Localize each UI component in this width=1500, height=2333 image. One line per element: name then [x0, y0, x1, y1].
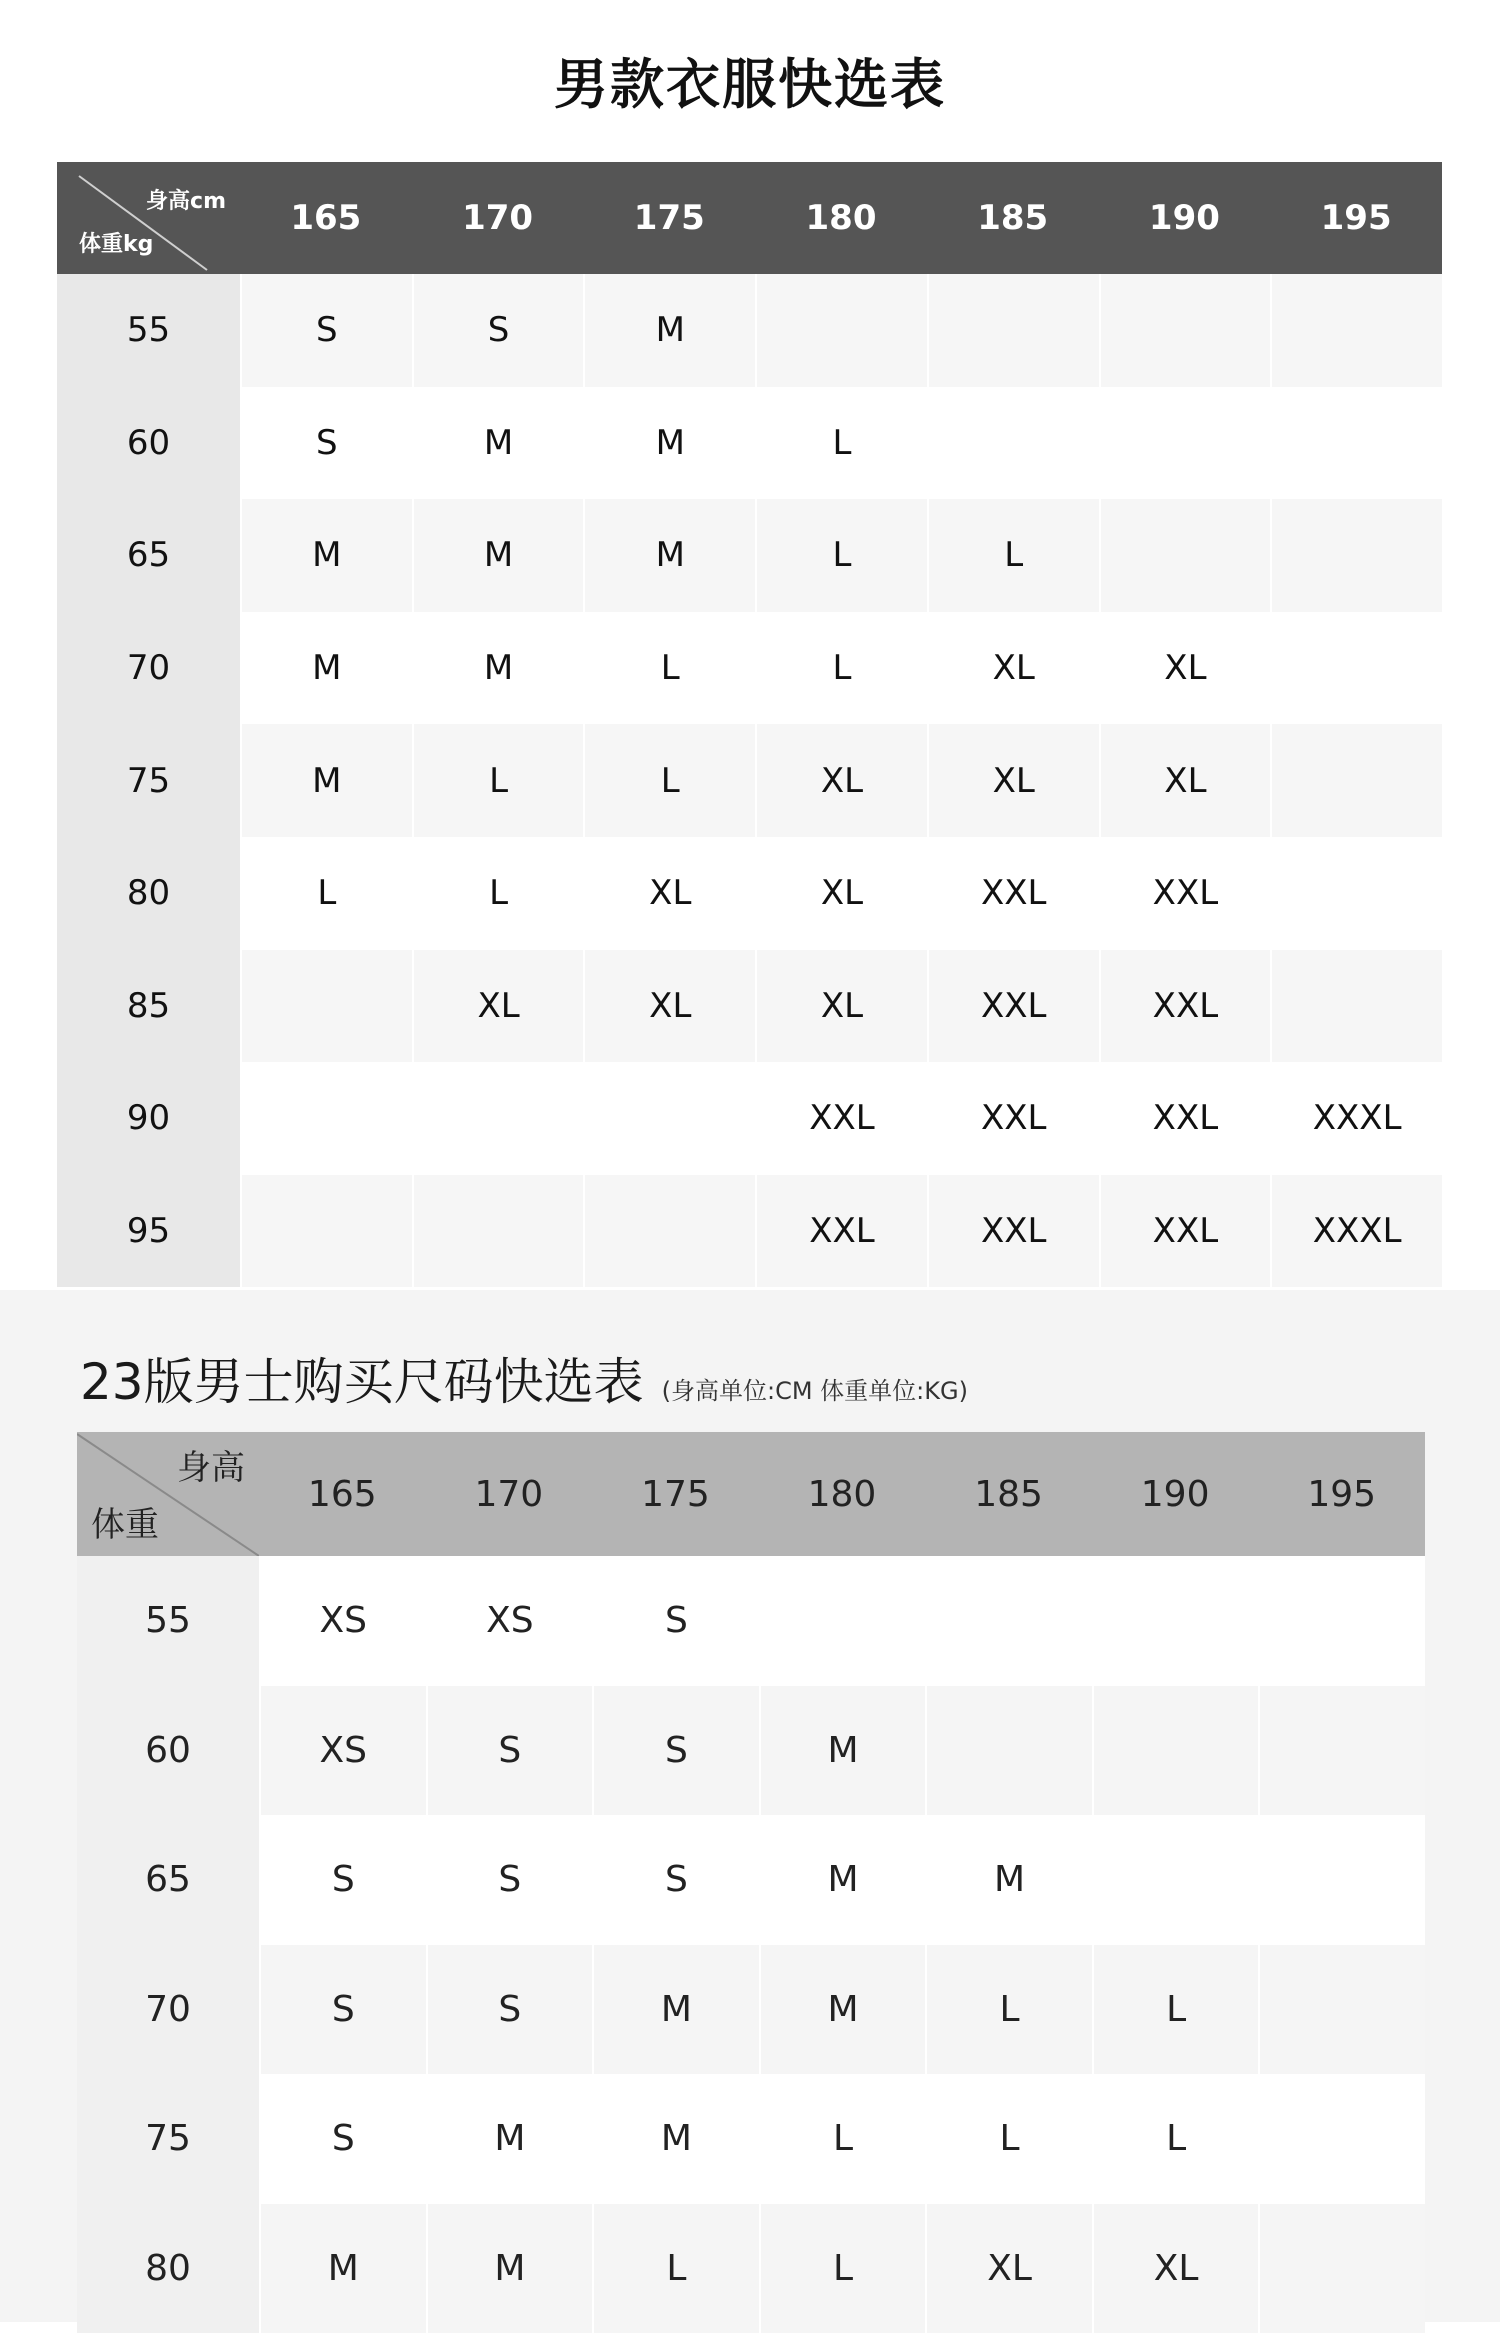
size-cell — [1099, 274, 1271, 387]
size-cell: XL — [755, 837, 927, 950]
size-cell: S — [412, 274, 584, 387]
size-cell: L — [759, 2074, 926, 2204]
size-cell: M — [592, 1945, 759, 2075]
size-cell: M — [412, 387, 584, 500]
size-cell — [925, 1686, 1092, 1816]
size-cell: M — [925, 1815, 1092, 1945]
weight-header: 80 — [57, 837, 240, 950]
size-cell: L — [412, 724, 584, 837]
size-cell: XL — [583, 837, 755, 950]
weight-header: 90 — [57, 1062, 240, 1175]
size-cell: S — [592, 1556, 759, 1686]
size-cell: XXL — [1099, 837, 1271, 950]
size-cell: L — [240, 837, 412, 950]
size-cell — [1258, 1556, 1425, 1686]
section-2-title-main: 23版男士购买尺码快选表 — [80, 1342, 644, 1414]
size-cell — [925, 1556, 1092, 1686]
size-cell: M — [426, 2204, 593, 2333]
size-cell — [1258, 2204, 1425, 2333]
size-cell: XXL — [1099, 1175, 1271, 1288]
size-cell: XS — [259, 1556, 426, 1686]
size-cell: L — [759, 2204, 926, 2333]
size-cell: L — [583, 612, 755, 725]
size-cell — [1270, 274, 1442, 387]
size-cell — [1258, 1686, 1425, 1816]
weight-header: 75 — [57, 724, 240, 837]
size-cell: XS — [259, 1686, 426, 1816]
size-cell: XS — [426, 1556, 593, 1686]
size-cell: XXL — [927, 1175, 1099, 1288]
size-cell: XXL — [927, 950, 1099, 1063]
size-cell: XL — [755, 950, 927, 1063]
size-cell: XL — [927, 612, 1099, 725]
chart-title: 男款衣服快选表 — [0, 40, 1500, 130]
size-cell: M — [240, 612, 412, 725]
size-cell: M — [583, 387, 755, 500]
size-cell: M — [592, 2074, 759, 2204]
size-cell: XL — [1092, 2204, 1259, 2333]
size-cell — [583, 1062, 755, 1175]
size-cell — [755, 274, 927, 387]
size-cell — [1270, 837, 1442, 950]
size-cell: S — [259, 2074, 426, 2204]
size-cell — [1270, 612, 1442, 725]
section-2-units: (身高单位:CM 体重单位:KG) — [662, 1371, 968, 1406]
size-cell — [1270, 950, 1442, 1063]
size-cell: S — [240, 274, 412, 387]
size-cell — [1092, 1686, 1259, 1816]
size-cell: S — [592, 1686, 759, 1816]
size-cell: XL — [1099, 612, 1271, 725]
size-cell: XXL — [927, 837, 1099, 950]
size-cell — [240, 1175, 412, 1288]
size-cell — [1092, 1556, 1259, 1686]
size-cell — [1270, 387, 1442, 500]
weight-header: 55 — [57, 274, 240, 387]
size-cell — [927, 274, 1099, 387]
weight-header: 60 — [77, 1686, 259, 1816]
size-cell: XL — [412, 950, 584, 1063]
size-cell — [1270, 724, 1442, 837]
weight-header: 80 — [77, 2204, 259, 2333]
height-header: 175 — [592, 1432, 759, 1556]
weight-header: 75 — [77, 2074, 259, 2204]
size-cell — [1258, 1815, 1425, 1945]
size-cell — [1270, 499, 1442, 612]
size-cell: L — [927, 499, 1099, 612]
size-cell: M — [259, 2204, 426, 2333]
size-cell: S — [426, 1945, 593, 2075]
size-cell: S — [592, 1815, 759, 1945]
height-header: 190 — [1092, 1432, 1259, 1556]
size-cell — [1099, 499, 1271, 612]
size-cell: M — [759, 1815, 926, 1945]
size-cell: M — [759, 1686, 926, 1816]
weight-header: 55 — [77, 1556, 259, 1686]
corner-height-label: 身高cm — [146, 184, 226, 215]
corner-weight-label: 体重kg — [79, 227, 153, 258]
size-cell: S — [426, 1686, 593, 1816]
height-header: 180 — [755, 162, 927, 274]
size-cell — [240, 950, 412, 1063]
size-cell: XXL — [927, 1062, 1099, 1175]
size-cell: XL — [925, 2204, 1092, 2333]
weight-header: 95 — [57, 1175, 240, 1288]
size-cell: L — [1092, 1945, 1259, 2075]
weight-header: 70 — [77, 1945, 259, 2075]
corner-weight-label: 体重 — [91, 1497, 159, 1546]
size-cell: L — [583, 724, 755, 837]
size-cell: XL — [583, 950, 755, 1063]
size-cell: S — [259, 1945, 426, 2075]
weight-header: 65 — [57, 499, 240, 612]
weight-header: 85 — [57, 950, 240, 1063]
size-cell — [759, 1556, 926, 1686]
size-cell: L — [412, 837, 584, 950]
size-cell: L — [925, 2074, 1092, 2204]
section-2 — [0, 1290, 1500, 2322]
size-cell: XXL — [1099, 1062, 1271, 1175]
size-cell — [412, 1062, 584, 1175]
size-table-2 — [77, 1432, 1425, 2333]
size-cell: S — [426, 1815, 593, 1945]
size-cell: L — [925, 1945, 1092, 2075]
height-header: 170 — [426, 1432, 593, 1556]
size-cell: M — [426, 2074, 593, 2204]
size-cell: L — [755, 499, 927, 612]
size-cell: M — [412, 612, 584, 725]
height-header: 170 — [412, 162, 584, 274]
size-cell: XXL — [1099, 950, 1271, 1063]
size-cell — [583, 1175, 755, 1288]
size-cell: M — [583, 499, 755, 612]
size-cell — [1099, 387, 1271, 500]
weight-header: 65 — [77, 1815, 259, 1945]
size-cell — [1258, 2074, 1425, 2204]
height-header: 180 — [759, 1432, 926, 1556]
size-cell: M — [759, 1945, 926, 2075]
size-cell: M — [240, 724, 412, 837]
size-cell — [927, 387, 1099, 500]
size-cell — [1092, 1815, 1259, 1945]
size-cell: XL — [1099, 724, 1271, 837]
size-cell: L — [755, 612, 927, 725]
size-table-1 — [57, 162, 1442, 1287]
size-cell: XXXL — [1270, 1175, 1442, 1288]
height-header: 165 — [240, 162, 412, 274]
height-header: 195 — [1258, 1432, 1425, 1556]
size-cell: S — [240, 387, 412, 500]
size-cell — [240, 1062, 412, 1175]
size-cell: XXL — [755, 1175, 927, 1288]
height-header: 185 — [927, 162, 1099, 274]
size-cell: M — [583, 274, 755, 387]
height-header: 195 — [1270, 162, 1442, 274]
corner-height-label: 身高 — [177, 1440, 245, 1489]
size-cell: M — [240, 499, 412, 612]
size-cell: L — [755, 387, 927, 500]
table-corner — [77, 1432, 259, 1556]
size-cell: XL — [755, 724, 927, 837]
size-cell: S — [259, 1815, 426, 1945]
height-header: 190 — [1099, 162, 1271, 274]
size-cell — [412, 1175, 584, 1288]
weight-header: 60 — [57, 387, 240, 500]
size-cell: L — [592, 2204, 759, 2333]
weight-header: 70 — [57, 612, 240, 725]
size-cell — [1258, 1945, 1425, 2075]
size-cell: M — [412, 499, 584, 612]
size-cell: XXXL — [1270, 1062, 1442, 1175]
section-2-title — [80, 1342, 968, 1412]
height-header: 185 — [925, 1432, 1092, 1556]
height-header: 175 — [583, 162, 755, 274]
table-corner — [57, 162, 240, 274]
size-cell: XXL — [755, 1062, 927, 1175]
height-header: 165 — [259, 1432, 426, 1556]
size-cell: XL — [927, 724, 1099, 837]
size-cell: L — [1092, 2074, 1259, 2204]
